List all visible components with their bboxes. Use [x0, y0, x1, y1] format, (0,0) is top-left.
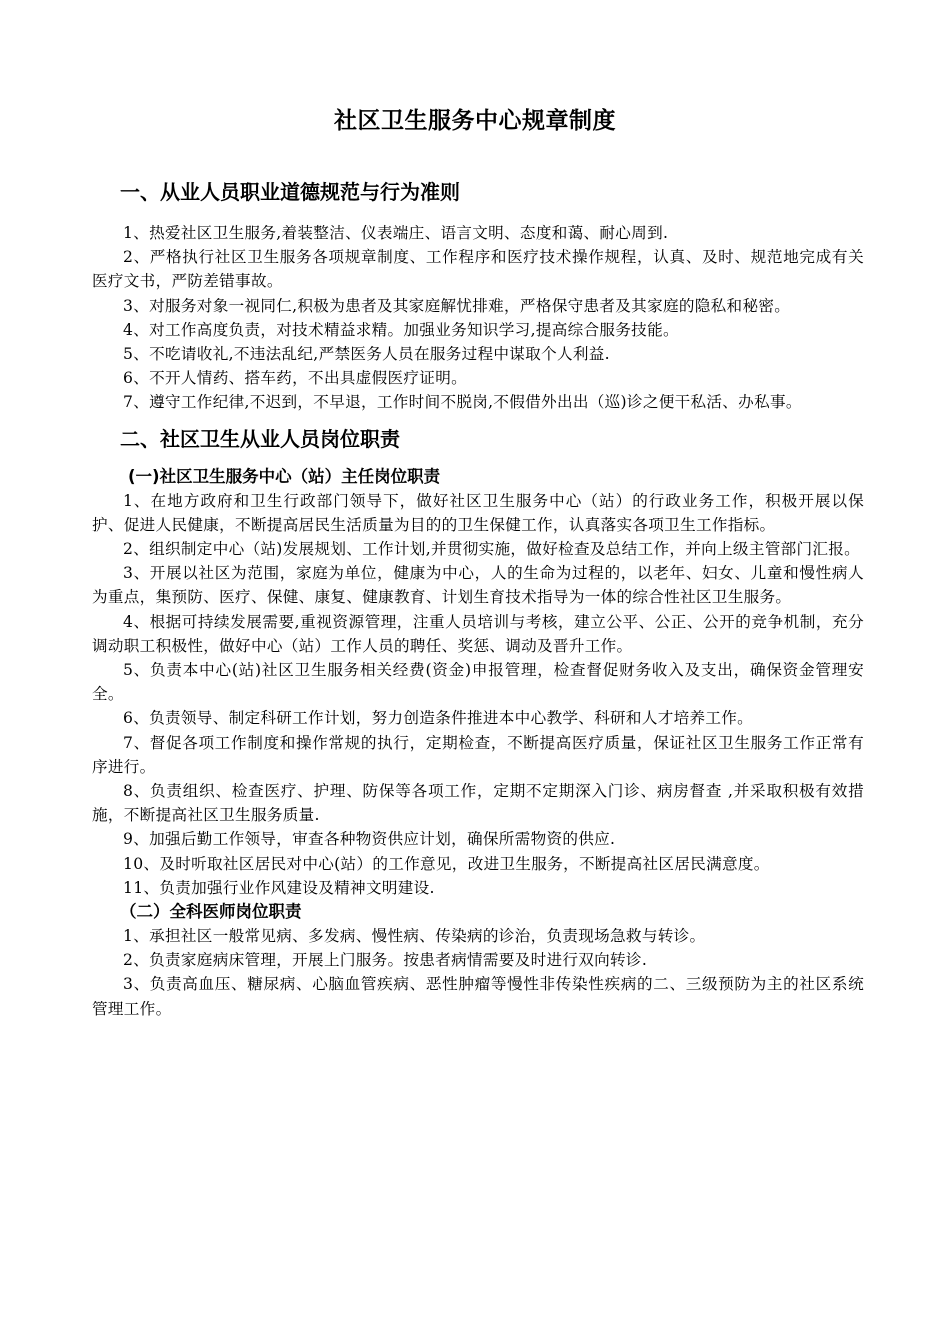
paragraph: 5、负责本中心(站)社区卫生服务相关经费(资金)申报管理，检查督促财务收入及支出，确保资金管理安全。 [92, 661, 864, 704]
paragraph: 7、遵守工作纪律,不迟到，不早退，工作时间不脱岗,不假借外出出（巡)诊之便干私活、办私事。 [123, 393, 802, 412]
paragraph: 3、开展以社区为范围，家庭为单位，健康为中心，人的生命为过程的，以老年、妇女、儿童和慢性病人为重点，集预防、医疗、保健、康复、健康教育、计划生育技术指导为一体的综合性社区卫生服务。 [92, 564, 864, 607]
paragraph: 3、对服务对象一视同仁,积极为患者及其家庭解忧排难，严格保守患者及其家庭的隐私和秘密。 [123, 296, 791, 315]
subsection-heading: （二）全科医师岗位职责 [120, 902, 302, 922]
paragraph: 7、督促各项工作制度和操作常规的执行，定期检查，不断提高医疗质量，保证社区卫生服务工作正常有序进行。 [92, 733, 864, 776]
paragraph: 6、不开人情药、搭车药，不出具虚假医疗证明。 [123, 369, 467, 388]
paragraph: 2、负责家庭病床管理，开展上门服务。按患者病情需要及时进行双向转诊. [123, 951, 648, 970]
subsection-heading: (一)社区卫生服务中心（站）主任岗位职责 [128, 466, 441, 486]
document-body [92, 178, 864, 1021]
paragraph: 2、组织制定中心（站)发展规划、工作计划,并贯彻实施，做好检查及总结工作，并向上级主管部门汇报。 [123, 540, 861, 559]
paragraph: 5、不吃请收礼,不违法乱纪,严禁医务人员在服务过程中谋取个人利益. [123, 345, 610, 364]
paragraph: 8、负责组织、检查医疗、护理、防保等各项工作，定期不定期深入门诊、病房督查 ,并采取积极有效措施，不断提高社区卫生服务质量. [92, 782, 864, 825]
paragraph: 2、严格执行社区卫生服务各项规章制度、工作程序和医疗技术操作规程，认真、及时、规范地完成有关医疗文书，严防差错事故。 [92, 248, 864, 291]
section-heading: 二、社区卫生从业人员岗位职责 [120, 426, 400, 451]
paragraph: 11、负责加强行业作风建设及精神文明建设. [123, 878, 435, 897]
paragraph: 1、承担社区一般常见病、多发病、慢性病、传染病的诊治，负责现场急救与转诊。 [123, 927, 706, 946]
paragraph: 4、对工作高度负责，对技术精益求精。加强业务知识学习,提高综合服务技能。 [123, 320, 679, 339]
paragraph: 6、负责领导、制定科研工作计划，努力创造条件推进本中心教学、科研和人才培养工作。 [123, 709, 754, 728]
section-heading: 一、从业人员职业道德规范与行为准则 [120, 180, 460, 204]
paragraph: 3、负责高血压、糖尿病、心脑血管疾病、恶性肿瘤等慢性非传染性疾病的二、三级预防为主的社区系统管理工作。 [92, 975, 864, 1018]
paragraph: 1、在地方政府和卫生行政部门领导下，做好社区卫生服务中心（站）的行政业务工作，积极开展以保护、促进人民健康，不断提高居民生活质量为目的的卫生保健工作，认真落实各项卫生工作指标。 [92, 491, 864, 534]
paragraph: 4、根据可持续发展需要,重视资源管理，注重人员培训与考核，建立公平、公正、公开的竞争机制，充分调动职工积极性，做好中心（站）工作人员的聘任、奖惩、调动及晋升工作。 [92, 612, 864, 655]
paragraph: 10、及时听取社区居民对中心(站）的工作意见，改进卫生服务，不断提高社区居民满意度。 [123, 854, 770, 873]
paragraph: 9、加强后勤工作领导，审查各种物资供应计划，确保所需物资的供应. [123, 830, 616, 849]
document-title: 社区卫生服务中心规章制度 [334, 108, 616, 134]
paragraph: 1、热爱社区卫生服务,着装整洁、仪表端庄、语言文明、态度和蔼、耐心周到. [123, 224, 669, 242]
